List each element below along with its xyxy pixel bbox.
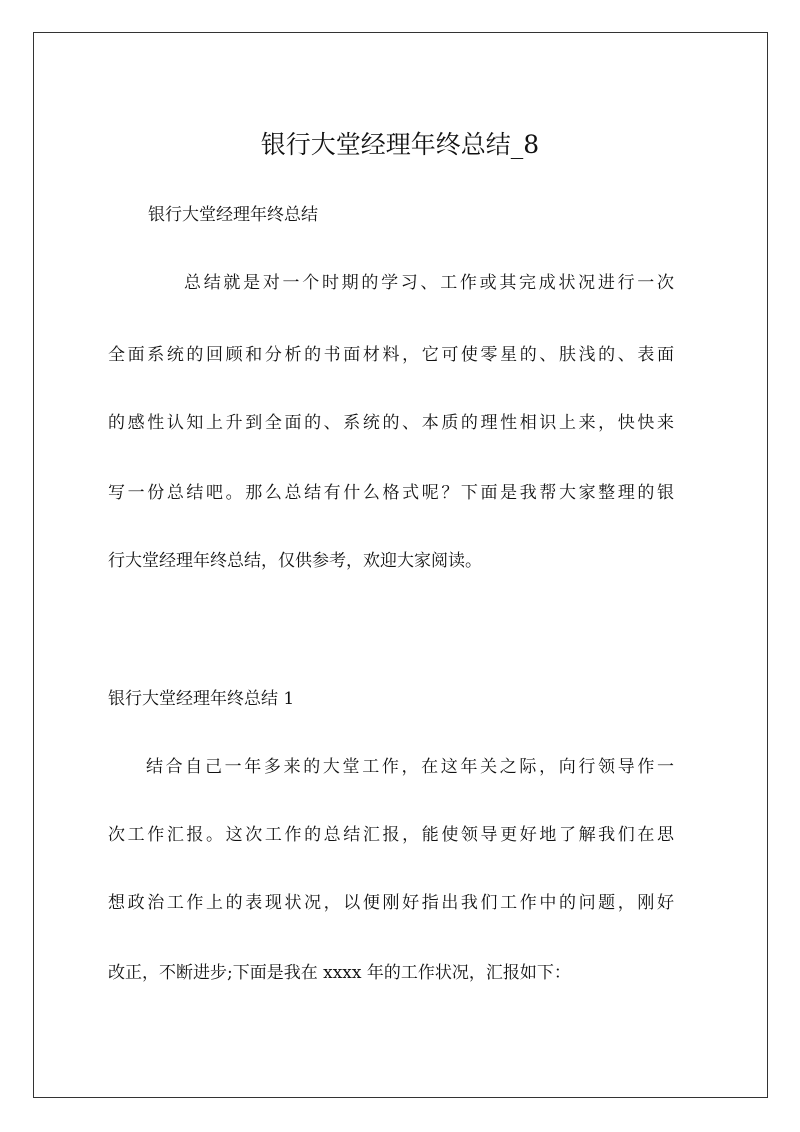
paragraph-line: 总结就是对一个时期的学习、工作或其完成状况进行一次 bbox=[184, 273, 674, 293]
paragraph-line: 写一份总结吧。那么总结有什么格式呢？下面是我帮大家整理的银 bbox=[108, 483, 674, 503]
paragraph-line: 改正，不断进步;下面是我在 xxxx 年的工作状况，汇报如下： bbox=[108, 963, 571, 983]
paragraph-line: 结合自己一年多来的大堂工作，在这年关之际，向行领导作一 bbox=[146, 757, 674, 777]
paragraph-line: 全面系统的回顾和分析的书面材料，它可使零星的、肤浅的、表面 bbox=[108, 345, 674, 365]
document-title: 银行大堂经理年终总结_8 bbox=[260, 130, 540, 159]
paragraph-line: 的感性认知上升到全面的、系统的、本质的理性相识上来，快快来 bbox=[108, 413, 674, 433]
paragraph-line: 想政治工作上的表现状况，以便刚好指出我们工作中的问题，刚好 bbox=[108, 893, 674, 913]
paragraph-line: 行大堂经理年终总结，仅供参考，欢迎大家阅读。 bbox=[108, 551, 482, 571]
document-subtitle: 银行大堂经理年终总结 bbox=[148, 205, 318, 225]
section-heading: 银行大堂经理年终总结 1 bbox=[108, 689, 295, 709]
paragraph-line: 次工作汇报。这次工作的总结汇报，能使领导更好地了解我们在思 bbox=[108, 825, 674, 845]
